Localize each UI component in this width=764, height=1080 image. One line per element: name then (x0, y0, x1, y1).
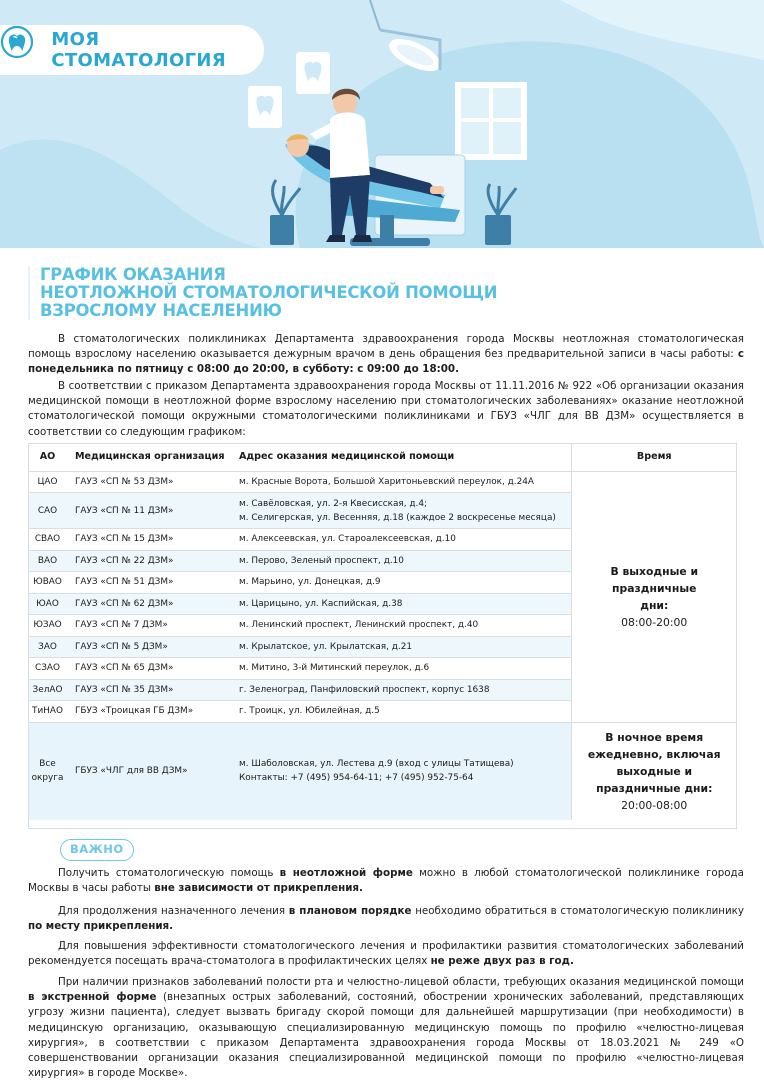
note-emergency (28, 975, 744, 1080)
title-line: НЕОТЛОЖНОЙ СТОМАТОЛОГИЧЕСКОЙ ПОМОЩИ (40, 283, 498, 302)
note-planned-care (28, 904, 744, 934)
brand-name: МОЯ СТОМАТОЛОГИЯ (51, 29, 226, 71)
weekend-time-line: дни: (640, 598, 669, 612)
cell-address: м. Митино, 3-й Митинский переулок, д.6 (231, 658, 571, 680)
cell-address: м. Марьино, ул. Донецкая, д.9 (231, 572, 571, 594)
brand-logo (0, 25, 264, 75)
note-prevention (28, 939, 744, 969)
night-time-line: ежедневно, включая (587, 747, 721, 761)
night-hours: 20:00-08:00 (621, 798, 688, 812)
cell-org: ГАУЗ «СП № 62 ДЗМ» (67, 593, 231, 615)
cell-org: ГАУЗ «СП № 65 ДЗМ» (67, 658, 231, 680)
ao-line: округа (31, 773, 64, 784)
note-urgent-care (28, 866, 744, 896)
address-line: м. Шаболовская, ул. Лестева д.9 (вход с улицы Татищева) (239, 759, 514, 770)
cell-address (231, 493, 571, 529)
cell-ao: ТиНАО (28, 701, 67, 723)
header-address: Адрес оказания медицинской помощи (231, 443, 571, 471)
cell-ao: ЗелАО (28, 679, 67, 701)
cell-ao (28, 722, 67, 820)
cell-address: м. Царицыно, ул. Каспийская, д.38 (231, 593, 571, 615)
note-emphasis: в экстренной форме (28, 991, 157, 1004)
header-banner (0, 0, 764, 248)
intro-paragraph-order (28, 379, 744, 440)
cell-org: ГБУЗ «ЧЛГ для ВВ ДЗМ» (67, 722, 231, 820)
address-line: м. Савёловская, ул. 2-я Квесисская, д.4; (239, 498, 428, 509)
weekend-time-line: В выходные и (610, 564, 699, 578)
intro-paragraph-hours (28, 332, 744, 378)
weekend-time-cell (571, 471, 737, 722)
header-org: Медицинская организация (67, 443, 231, 471)
cell-address: г. Троицк, ул. Юбилейная, д.5 (231, 701, 571, 723)
cell-ao: СВАО (28, 529, 67, 551)
cell-address: м. Ленинский проспект, Ленинский проспект, д.40 (231, 615, 571, 637)
cell-ao: ЮАО (28, 593, 67, 615)
cell-ao: ЮВАО (28, 572, 67, 594)
weekend-time (572, 563, 738, 631)
cell-org: ГАУЗ «СП № 53 ДЗМ» (67, 471, 231, 493)
note-text: Для продолжения назначенного лечения (58, 905, 289, 917)
note-emphasis: в плановом порядке (288, 905, 412, 917)
cell-ao: ВАО (28, 550, 67, 572)
cell-address: г. Зеленоград, Панфиловский проспект, корпус 1638 (231, 679, 571, 701)
contacts-line: Контакты: +7 (495) 954-64-11; +7 (495) 952-75-64 (239, 773, 474, 784)
important-badge: ВАЖНО (60, 839, 134, 861)
header-time: Время (571, 443, 737, 471)
cell-org: ГБУЗ «Троицкая ГБ ДЗМ» (67, 701, 231, 723)
intro-order-text: В соответствии с приказом Департамента здравоохранения города Москвы от 11.11.2016 № 922 «Об организации оказания медицинской помощи в неотложной форме взрослому населению при стоматологических заболеваниях» оказание неотложной стоматологической помощи окружными стоматологическими поликлиниками и ГБУЗ «ЧЛГ для ВВ ДЗМ» осуществляется в соответствии со следующим графиком: (28, 380, 744, 438)
schedule-table (28, 443, 737, 820)
night-time-line: праздничные дни: (596, 781, 713, 795)
cell-address: м. Перово, Зеленый проспект, д.10 (231, 550, 571, 572)
cell-ao: СЗАО (28, 658, 67, 680)
night-time-line: выходные и (616, 764, 693, 778)
night-time (572, 729, 738, 814)
note-text: Получить стоматологическую помощь (58, 867, 280, 879)
title-line: ГРАФИК ОКАЗАНИЯ (40, 265, 226, 284)
cell-org: ГАУЗ «СП № 35 ДЗМ» (67, 679, 231, 701)
title-line: ВЗРОСЛОМУ НАСЕЛЕНИЮ (40, 301, 282, 320)
cell-org: ГАУЗ «СП № 15 ДЗМ» (67, 529, 231, 551)
cell-org: ГАУЗ «СП № 51 ДЗМ» (67, 572, 231, 594)
table-row (28, 471, 737, 493)
cell-ao: САО (28, 493, 67, 529)
address-line: м. Селигерская, ул. Весенняя, д.18 (каждое 2 воскресенье месяца) (239, 512, 556, 523)
night-time-line: В ночное время (605, 730, 704, 744)
cell-address: м. Красные Ворота, Большой Харитоньевский переулок, д.24А (231, 471, 571, 493)
working-hours: с понедельника по пятницу с 08:00 до 20:00, в субботу: с 09:00 до 18:00. (28, 348, 744, 376)
cell-ao: ЗАО (28, 636, 67, 658)
note-text: можно в любой стоматологической поликлинике города Москвы в часы работы (28, 867, 744, 895)
cell-address: м. Алексеевская, ул. Староалексеевская, д.10 (231, 529, 571, 551)
table-header-row (28, 443, 737, 471)
page-title (28, 266, 648, 320)
weekend-hours: 08:00-20:00 (621, 615, 688, 629)
weekend-time-line: праздничные (612, 581, 697, 595)
header-ao: АО (28, 443, 67, 471)
note-emphasis: в неотложной форме (279, 867, 413, 879)
night-time-cell (571, 722, 737, 820)
cell-org: ГАУЗ «СП № 5 ДЗМ» (67, 636, 231, 658)
tooth-logo-icon (10, 32, 43, 68)
note-text: необходимо обратиться в стоматологическую поликлинику (411, 905, 744, 917)
note-text: Для повышения эффективности стоматологического лечения и профилактики развития стоматологических заболеваний рекомендуется посещать врача-стоматолога в профилактических целях (28, 940, 744, 968)
cell-ao: ЮЗАО (28, 615, 67, 637)
note-text: При наличии признаков заболеваний полости рта и челюстно-лицевой области, требующих оказания медицинской помощи (58, 976, 744, 988)
cell-org: ГАУЗ «СП № 7 ДЗМ» (67, 615, 231, 637)
ao-line: Все (39, 759, 56, 770)
note-emphasis: по месту прикрепления. (28, 920, 174, 933)
cell-address (231, 722, 571, 820)
cell-org: ГАУЗ «СП № 11 ДЗМ» (67, 493, 231, 529)
cell-org: ГАУЗ «СП № 22 ДЗМ» (67, 550, 231, 572)
cell-ao: ЦАО (28, 471, 67, 493)
note-emphasis: вне зависимости от прикрепления. (154, 882, 363, 895)
note-text: (внезапных острых заболеваний, состояний, обострении хронических заболеваний, представляющих угрозу жизни пациента), следует вызвать бригаду скорой помощи для дальнейшей маршрутизации (при необходимости) в медицинскую организацию, оказывающую специализированную медицинскую помощь по профилю «челюстно-лицевая хирургия», в соответствии с приказом Департамента здравоохранения города Москвы от 18.03.2021 № 249 «О совершенствовании организации оказания специализированной медицинской помощи по профилю «челюстно-лицевая хирургия» в городе Москве». (28, 991, 744, 1080)
intro-text: В стоматологических поликлиниках Департамента здравоохранения города Москвы неотложная стоматологическая помощь взрослому населению оказывается дежурным врачом в день обращения без предварительной записи в часы работы: (28, 333, 744, 361)
cell-address: м. Крылатское, ул. Крылатская, д.21 (231, 636, 571, 658)
table-row-all-districts (28, 722, 737, 820)
note-emphasis: не реже двух раз в год. (430, 955, 574, 968)
